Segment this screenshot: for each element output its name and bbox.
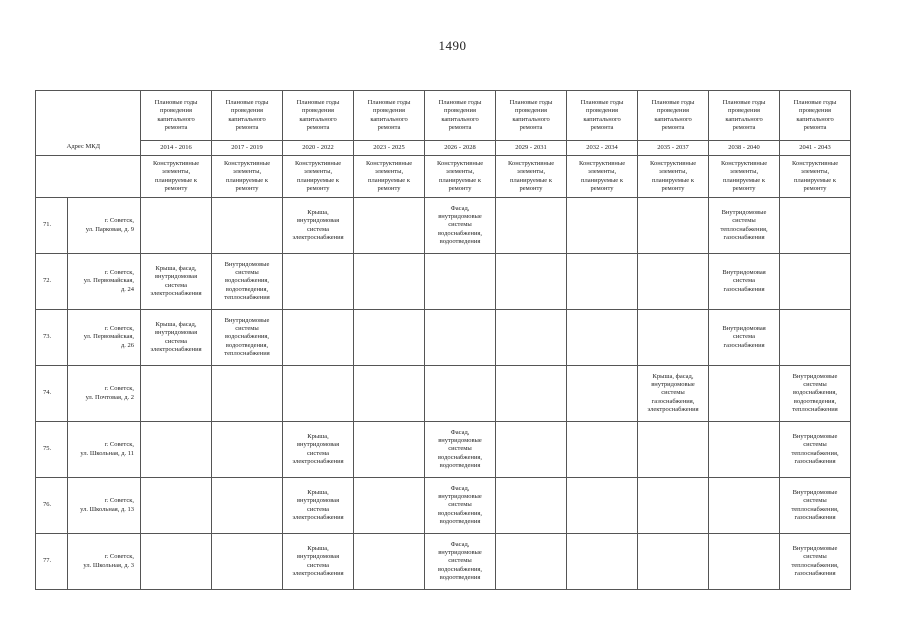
repair-elements-cell: Фасад, внутридомовые системы водоснабжения, водоотведения [425,422,496,478]
repair-elements-cell [709,422,780,478]
building-address: г. Советск, ул. Школьная, д. 13 [68,478,141,534]
repair-elements-cell [425,310,496,366]
repair-elements-cell [496,478,567,534]
period-header-label: Плановые годы проведения капитального ремонта [638,91,709,141]
period-header-label: Плановые годы проведения капитального ремонта [425,91,496,141]
repair-elements-cell: Крыша, внутридомовая система электроснабжения [283,478,354,534]
row-number: 76. [36,478,68,534]
elements-header-label: Конструктивные элементы, планируемые к ремонту [496,156,567,198]
repair-elements-cell [567,422,638,478]
repair-elements-cell [141,478,212,534]
table-row [36,310,851,366]
repair-elements-cell [496,198,567,254]
period-range: 2041 - 2043 [780,141,851,156]
repair-elements-cell [780,310,851,366]
repair-elements-cell: Фасад, внутридомовые системы водоснабжения, водоотведения [425,534,496,590]
elements-header-label: Конструктивные элементы, планируемые к ремонту [283,156,354,198]
period-range: 2026 - 2028 [425,141,496,156]
repair-elements-cell [212,422,283,478]
repair-elements-cell [141,198,212,254]
repair-elements-cell: Крыша, фасад, внутридомовые системы газоснабжения, электроснабжения [638,366,709,422]
repair-elements-cell: Внутридомовые системы теплоснабжения, газоснабжения [780,478,851,534]
repair-elements-cell: Крыша, фасад, внутридомовая система электроснабжения [141,254,212,310]
repair-elements-cell [354,478,425,534]
period-header-label: Плановые годы проведения капитального ремонта [709,91,780,141]
period-range: 2035 - 2037 [638,141,709,156]
table-row [36,478,851,534]
repair-elements-cell: Крыша, внутридомовая система электроснабжения [283,534,354,590]
repair-elements-cell [212,478,283,534]
elements-header-label: Конструктивные элементы, планируемые к ремонту [354,156,425,198]
repair-elements-cell: Крыша, фасад, внутридомовая система электроснабжения [141,310,212,366]
period-header-label: Плановые годы проведения капитального ремонта [141,91,212,141]
elements-header-label: Конструктивные элементы, планируемые к ремонту [212,156,283,198]
repair-elements-cell [141,422,212,478]
repair-elements-cell [141,534,212,590]
page-number: 1490 [438,38,467,53]
repair-elements-cell [638,310,709,366]
repair-elements-cell [567,534,638,590]
period-range: 2023 - 2025 [354,141,425,156]
building-address: г. Советск, ул. Первомайская, д. 24 [68,254,141,310]
repair-elements-cell [212,534,283,590]
repair-elements-cell [354,366,425,422]
repair-elements-cell [780,254,851,310]
repair-elements-cell [638,534,709,590]
repair-elements-cell [567,310,638,366]
repair-elements-cell [496,310,567,366]
building-address: г. Советск, ул. Парковая, д. 9 [68,198,141,254]
repair-elements-cell [496,422,567,478]
period-range: 2014 - 2016 [141,141,212,156]
repair-elements-cell [496,534,567,590]
table-row [36,198,851,254]
repair-elements-cell [638,198,709,254]
period-header-label: Плановые годы проведения капитального ремонта [354,91,425,141]
repair-elements-cell: Крыша, внутридомовая система электроснабжения [283,422,354,478]
period-range: 2032 - 2034 [567,141,638,156]
repair-elements-cell: Фасад, внутридомовые системы водоснабжения, водоотведения [425,198,496,254]
row-number: 72. [36,254,68,310]
repair-elements-cell [425,366,496,422]
repair-elements-cell [638,422,709,478]
row-number: 73. [36,310,68,366]
repair-elements-cell: Внутридомовые системы теплоснабжения, газоснабжения [709,198,780,254]
elements-header-label: Конструктивные элементы, планируемые к ремонту [567,156,638,198]
elements-header-label: Конструктивные элементы, планируемые к ремонту [709,156,780,198]
period-header-label: Плановые годы проведения капитального ремонта [212,91,283,141]
repair-elements-cell [496,254,567,310]
repair-elements-cell [567,254,638,310]
period-range: 2020 - 2022 [283,141,354,156]
period-header-label: Плановые годы проведения капитального ремонта [283,91,354,141]
repair-elements-cell [709,534,780,590]
repair-elements-cell [141,366,212,422]
row-number: 74. [36,366,68,422]
table-row [36,366,851,422]
repair-elements-cell: Внутридомовая система газоснабжения [709,254,780,310]
repair-elements-cell [354,198,425,254]
repair-elements-cell [354,534,425,590]
period-range: 2029 - 2031 [496,141,567,156]
repair-elements-cell [709,478,780,534]
repair-elements-cell [496,366,567,422]
address-column-header: Адрес МКД [36,91,141,156]
elements-header-label: Конструктивные элементы, планируемые к ремонту [638,156,709,198]
building-address: г. Советск, ул. Школьная, д. 3 [68,534,141,590]
row-number: 77. [36,534,68,590]
repair-elements-cell: Внутридомовые системы теплоснабжения, газоснабжения [780,422,851,478]
elements-header-label: Конструктивные элементы, планируемые к ремонту [425,156,496,198]
repair-elements-cell [425,254,496,310]
building-address: г. Советск, ул. Первомайская, д. 26 [68,310,141,366]
repair-elements-cell [354,422,425,478]
row-number: 75. [36,422,68,478]
repair-elements-cell [567,478,638,534]
repair-elements-cell: Крыша, внутридомовая система электроснабжения [283,198,354,254]
table-row [36,534,851,590]
repair-elements-cell [283,366,354,422]
repair-elements-cell [283,310,354,366]
repair-schedule-table [35,90,851,590]
period-header-label: Плановые годы проведения капитального ремонта [496,91,567,141]
elements-header-label: Конструктивные элементы, планируемые к ремонту [780,156,851,198]
period-header-label: Плановые годы проведения капитального ремонта [567,91,638,141]
repair-elements-cell [283,254,354,310]
header-blank [36,156,141,198]
row-number: 71. [36,198,68,254]
repair-elements-cell: Внутридомовые системы теплоснабжения, газоснабжения [780,534,851,590]
period-range: 2038 - 2040 [709,141,780,156]
table-row [36,422,851,478]
period-header-label: Плановые годы проведения капитального ремонта [780,91,851,141]
repair-elements-cell [354,254,425,310]
repair-elements-cell [780,198,851,254]
repair-elements-cell: Фасад, внутридомовые системы водоснабжения, водоотведения [425,478,496,534]
repair-elements-cell [212,366,283,422]
repair-elements-cell: Внутридомовые системы водоснабжения, водоотведения, теплоснабжения [212,254,283,310]
repair-elements-cell [354,310,425,366]
repair-elements-cell [567,366,638,422]
repair-elements-cell [638,478,709,534]
building-address: г. Советск, ул. Школьная, д. 11 [68,422,141,478]
repair-elements-cell: Внутридомовая система газоснабжения [709,310,780,366]
repair-elements-cell [212,198,283,254]
table-row [36,254,851,310]
repair-elements-cell: Внутридомовые системы водоснабжения, водоотведения, теплоснабжения [780,366,851,422]
repair-elements-cell [709,366,780,422]
elements-header-label: Конструктивные элементы, планируемые к ремонту [141,156,212,198]
building-address: г. Советск, ул. Почтовая, д. 2 [68,366,141,422]
repair-elements-cell: Внутридомовые системы водоснабжения, водоотведения, теплоснабжения [212,310,283,366]
period-range: 2017 - 2019 [212,141,283,156]
repair-elements-cell [638,254,709,310]
repair-elements-cell [567,198,638,254]
